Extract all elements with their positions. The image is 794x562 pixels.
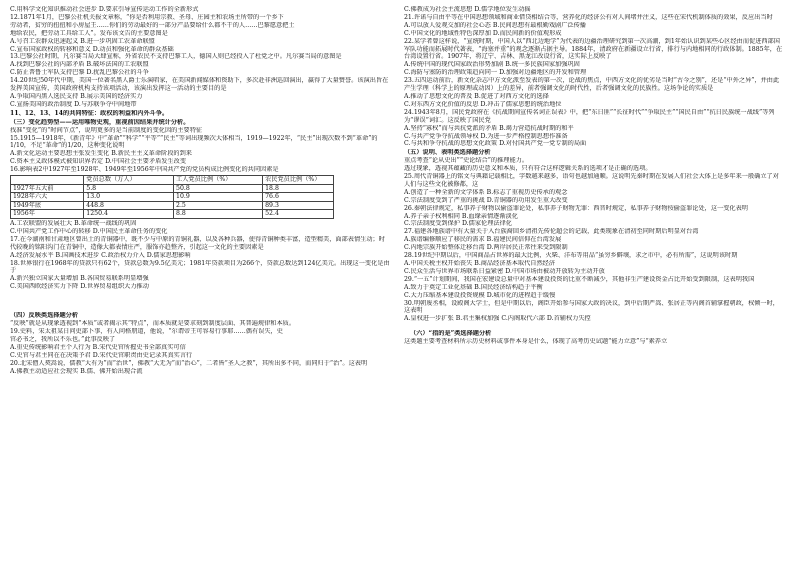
table-cell: 89.3	[263, 201, 334, 210]
text-line: 22.某学者曾这样说，“宣统时期，中国人以“西北边地学”为代表的边疆治理研究到第一次高潮，到1年始认识到某些心区经由而促进西部国军队功能而拓展时代著表，“海塞并重”的观念逐渐占据主导。1884年，清政府在新疆设立行省，排行与内地相同的行政体制。1885年，在台湾设置行省。1907年，将辽宁、吉林、黑龙江改设行省，这实际上反映了	[404, 37, 783, 61]
text-line: A.创造了一种全新的文学体系 B.标志了重视历史传承的观念	[404, 188, 568, 196]
left-block-3	[10, 220, 390, 291]
text-line: C.佛教成为社会主流思想 D.儒学地位发生动摇	[404, 6, 531, 13]
table-cell: 10.9	[174, 193, 263, 202]
text-line: A.养子亲子权利相同 B.血缘亲情逐渐淡化	[404, 212, 518, 220]
left-block-4	[10, 320, 390, 375]
text-line: 24.1943年8月，国民党政府在《抗战期间宣传名词正误表》中，把“东日匪”“长征时代”“争取民主”“国民自由”“抗日民族统一战线”等列为“谬误”词汇。这反映了国民党	[404, 108, 775, 124]
text-line: A.族谱编修顺应了移民的需求 B.福建民间信仰在台湾发展	[404, 236, 562, 244]
text-line: 27.福建各地族谱中有大量关于入台族裔回乡清祖先传伦超会的记载，此类现象在清初至同时期后明显对台湾	[404, 228, 699, 236]
text-line: A.传统中国的现代国家政治形势加剧 B.统一多民族国家加强巩固	[404, 61, 580, 69]
text-line: 12.1871年1月，巴黎公社机关报文章称，“你是否利用宗教、圣母、庄园主和农场主所带的一个乡下	[10, 13, 284, 21]
text-line: 20.北宋僧人契嵩说，儒教“大有为”而“治世”，佛教“大无为”而“治心”，二者皆“圣人之教”，其所出多不同，而同归于“治”。这表明	[10, 359, 368, 367]
party-member-table	[10, 175, 334, 219]
table-cell: 1949年底	[11, 201, 84, 210]
text-line: 地给农民，把劳动工具给工人”。发布该文告的主要意图是	[10, 29, 168, 37]
text-line: 25.周代青铜器上的铭文与典籍记载相比，字数越来越多，语句也越加通顺。这说明先秦时期在发展人们社会大体上是多年来一般确立了对人们与这些文化被修都，这	[404, 173, 779, 188]
text-line: A.经济发展水平 B.国画技术进步 C.政治权力介入 D.儒家思想影响	[10, 251, 191, 259]
text-line: A.号召工农群众迅速起义 B.进一步巩固工农革命联盟	[10, 37, 155, 45]
table-row	[11, 193, 334, 202]
text-line: A.工农联盟的发展壮大 B.革命统一战线的巩固	[10, 220, 137, 227]
text-line: C.与共和争夺抗战的思想文化政策 D.对付国共产党一党专制的局面	[404, 140, 587, 148]
text-line: 29.“一五”计划期间，我国在宏建设总量中对基本建设投资的比重不断减少，其他非生产建设资金占比开始受到限制，这表明我国	[404, 275, 755, 283]
text-line: C.内地宗族开始整体迁移台湾 D.两岸居民正常往来受到限制	[404, 244, 568, 252]
text-line: A.皇权进一步扩张 B.君主集权加强 C.内阁取代六部 D.首辅权力失控	[404, 315, 591, 323]
section-heading: （三）变化趋势型——运用唯物史观，重视前因结果并统计分析。	[10, 118, 190, 126]
table-cell: 工人党员比例（%）	[174, 176, 263, 185]
text-line: 劳动者，贫穷的扭扭和小房屋王……你们的劳动最好的一部分产品要给什么都不干的人……巴黎愿意把土	[10, 21, 295, 29]
text-line: A.可以放人爱观交加的社会心态 B.民间思想有最根勤戏剧广泛传播	[404, 21, 586, 29]
text-line: 18.世界银行在1968年的贷款只有62个，贷款总数为9.5亿美元；1981年贷款项目为266个，贷款总数达到124亿美元。出现这一变化是由于	[10, 259, 390, 275]
text-line: C.美国西欧经济实力下降 D.世界贸易组织大力推动	[10, 283, 149, 291]
table-cell: 1927年五大前	[11, 184, 84, 193]
table-cell: 448.8	[84, 201, 174, 210]
text-line: A.新兴独立国家大量增加 B.各国贸易联系明显增强	[10, 275, 149, 283]
section-heading: （六）“指的是”类选择题分析	[410, 330, 492, 338]
text-line: A.新文化运动主要思想主张发生变化 B.新民主主义革命阶段的到来	[10, 150, 192, 158]
left-column	[10, 6, 390, 562]
text-line: C.资本主义政体模式被知识界否定 D.中国社会主要矛盾发生改变	[10, 158, 187, 166]
text-line: 30.明朝废丞相，设殿阁大学士，但是中期以后，阁臣开始参与国家大政的决议，到中后期严嵩、张居正等内阁首辅掌握朝政，权倾一时，这表明	[404, 299, 779, 315]
text-line: 找准“变化”的“时间节点”，说明更多的是当前制度的变化因的主要特征	[10, 126, 203, 134]
table-cell: 农民党员比例（%）	[263, 176, 334, 185]
table-cell: 2.5	[174, 201, 263, 210]
table-cell: 76.6	[263, 193, 334, 202]
section-heading: 11、12、13、14的共同特征：政权的利益和内外斗争。	[10, 109, 169, 117]
table-cell	[11, 176, 84, 185]
text-line: C.宣扬美国的政治制度 D.与苏联争夺中间地带	[10, 100, 137, 108]
text-line: 14.20世纪50年代中期，美国一位著名黑人爵士乐演唱家，在美国新闻媒体和资助下，多次赴非洲巡回演出，赢得了大量赞誉。该演出旨在发挥美国宣传，美国政府机构支持该项活动，该演出发挥这一活动的主要目的是	[10, 77, 389, 93]
text-line: 19.史料，宋太祖某日问吏部卜事，有人问格朋道，他说，“尔谓帝王可容易行事耶……偶有误失，史	[10, 327, 283, 335]
text-line: C.民众生活与世界市场联系日益紧密 D.中国市场由被动开放转为主动开放	[404, 267, 605, 275]
text-line: 23.五四运动前后，新文化杂志中方文化派至发表的第一次，论战的焦点，中西方文化的优劣是当时“古今之别”，还是“中外之异”，并由此产生学理（科学上的原理或动因）上的差异，前者强调文化的时代性，后者强调文化的民族性。这场争论的实质是	[404, 77, 780, 93]
text-line: A.佛教主动适应社会现实 B.儒、佛开始出现合流	[10, 367, 143, 375]
text-line: 这类题主要考查材料所示历史材料或事件本身是什么，体现了高考历史试题“能力立意”与“素养立	[404, 338, 668, 346]
table-cell: 1250.4	[84, 210, 174, 219]
table-cell: 18.8	[263, 184, 334, 193]
text-line: “反映”就是从现象透视到“本质”或者揭示其“特点”，而本质就是要求刻到制度层面、其普遍规律和本质。	[10, 320, 296, 328]
table-cell: 52.4	[263, 210, 334, 219]
text-line: 透过现象，透视其蕴藏的历史意义和本质，只有符合这样逻辑关系的选项才是正确的选项。	[404, 165, 652, 173]
text-line: 26.秦朝法律规定，私事养子财物以偷盗罪论处，私事养子财物无罪：西晋时规定，私事养子财物按偷盗罪论处，这一变化表明	[404, 204, 748, 212]
text-line: A.找到巴黎公社的内部矛盾 B.破坏法国的工农联盟	[10, 61, 149, 69]
text-line: C.宗法制度受到了严重的挑战 D.青铜器的功用发生重大改变	[404, 196, 568, 204]
text-line: C.史官与君主同在在决策予君 D.宋代史官职责由史记录其真实言行	[10, 351, 193, 359]
table-cell: 5.8	[84, 184, 174, 193]
text-line: C.海防与塞防的治理政策趋向同一 D.加强对边疆地区的开发和管理	[404, 69, 587, 77]
text-line: C.防止普鲁士军队支持巴黎 D.扰乱巴黎公社的斗争	[10, 69, 149, 77]
right-block-3	[404, 338, 784, 346]
text-line: C.用科学文化知识推动社会进步 D.要求引导宣传运动工作的全新形式	[10, 6, 199, 13]
text-line: 16.影响表2中1927年至1928年、1949年至1956年中国共产党的党员构成比例变化的共同因素是	[10, 166, 279, 174]
right-column	[404, 6, 784, 562]
text-line: C.宣布国家政权的转移和意义 D.动员和强化革命的群众基础	[10, 45, 174, 53]
text-line: A.致力于奠定工业化基础 B.国民经济结构趋于平衡	[404, 283, 543, 291]
text-line: 15.1915—1918年，《新青年》中“革命”“科学”“平等”“民主”等词出现频次大体相当，1919—1922年，“民主”出现次数不到“革命”的1/10，不足“革命”的1/20，这种变化说明	[10, 134, 378, 150]
left-block-1	[10, 6, 390, 109]
text-line: C.对东西方文化价值的反思 D.冲击了儒家思想的统治地位	[404, 100, 562, 108]
text-line: C.中国共产党工作中心的转移 D.中国民主革命任务的变化	[10, 227, 168, 235]
table-cell: 1928年六大	[11, 193, 84, 202]
table-header-row	[11, 176, 334, 185]
text-line: A.推动了思想文化的普及 B.促进了对西方文化的选择	[404, 92, 549, 100]
text-line: A.争取国内黑人选民支持 B.展示美国的经济实力	[10, 92, 143, 100]
table-cell: 党员总数（万人）	[84, 176, 174, 185]
table-cell: 50.8	[174, 184, 263, 193]
text-line: C.宗法制度受到保护 D.儒家伦理法律化	[404, 220, 512, 228]
table-cell: 13.0	[84, 193, 174, 202]
text-line: 官必书之，我所以不乐也。”此事反映了	[10, 335, 116, 343]
right-block-1	[404, 6, 784, 148]
section-heading: （四）反映类选择题分析	[10, 312, 79, 320]
text-line: C.中国文化的地域性特色深厚加 D.而民间新的价值观形成	[404, 29, 562, 37]
text-line: C.大力压缩基本建设投资规模 D.城市化的进程趋于缓慢	[404, 291, 556, 299]
text-line: 13.巴黎公社时期，凡尔赛当局大肆宣称，外省农民不支持巴黎工人，德国人则已经投入了杜党之中。凡尔赛当局的意图是	[10, 53, 342, 61]
text-line: 21.许诺与自由平等在中国思想领域和商业借贷相结合等，营养化的经济公有对人间堵井注义，这些在宋代机制体质的效果，反应出当时	[404, 13, 773, 21]
table-row	[11, 184, 334, 193]
table-cell: 1956年	[11, 210, 84, 219]
text-line: A.重史传统影响君主个人行为 B.宋代史官所握史书全部真实可信	[10, 343, 186, 351]
text-line: 17.在今湖南和甘肃地区曾出土的青铜器中，既不少与中原的青铜礼器，以及各种兵器，使得青铜种类丰富，造型精美，面部表情生动；时代较晚的铭阳沟门在青铜中，造像大都表情庄严，服饰亦趋整齐，引起这一文化的主要因素是	[10, 235, 385, 251]
left-block-2	[10, 127, 390, 174]
table-cell: 8.8	[174, 210, 263, 219]
right-block-2	[404, 157, 784, 323]
section-heading: （五）说明、表明类选择题分析	[404, 149, 491, 157]
table-row	[11, 210, 334, 219]
text-line: 28.19世纪中期以后，中国商品占世界的最大比例，火柴、洋布等用品“虽穷乡僻壤，求之市中，必有所需”，这说明该时期	[404, 252, 738, 260]
text-line: C.与共产党争夺抗战领导权 D.为进一步严格控制思想作准备	[404, 132, 568, 140]
table-row	[11, 201, 334, 210]
text-line: A.坚持“寡权”而与共抗党派的矛盾 B.竭力营造抗战时期的和平	[404, 124, 574, 132]
text-line: 重点考查“论从史出”“史论结合”的推理能力。	[404, 157, 529, 165]
text-line: A.中国关税主权开始丧失 B.商品经济基本取代自然经济	[404, 260, 556, 267]
